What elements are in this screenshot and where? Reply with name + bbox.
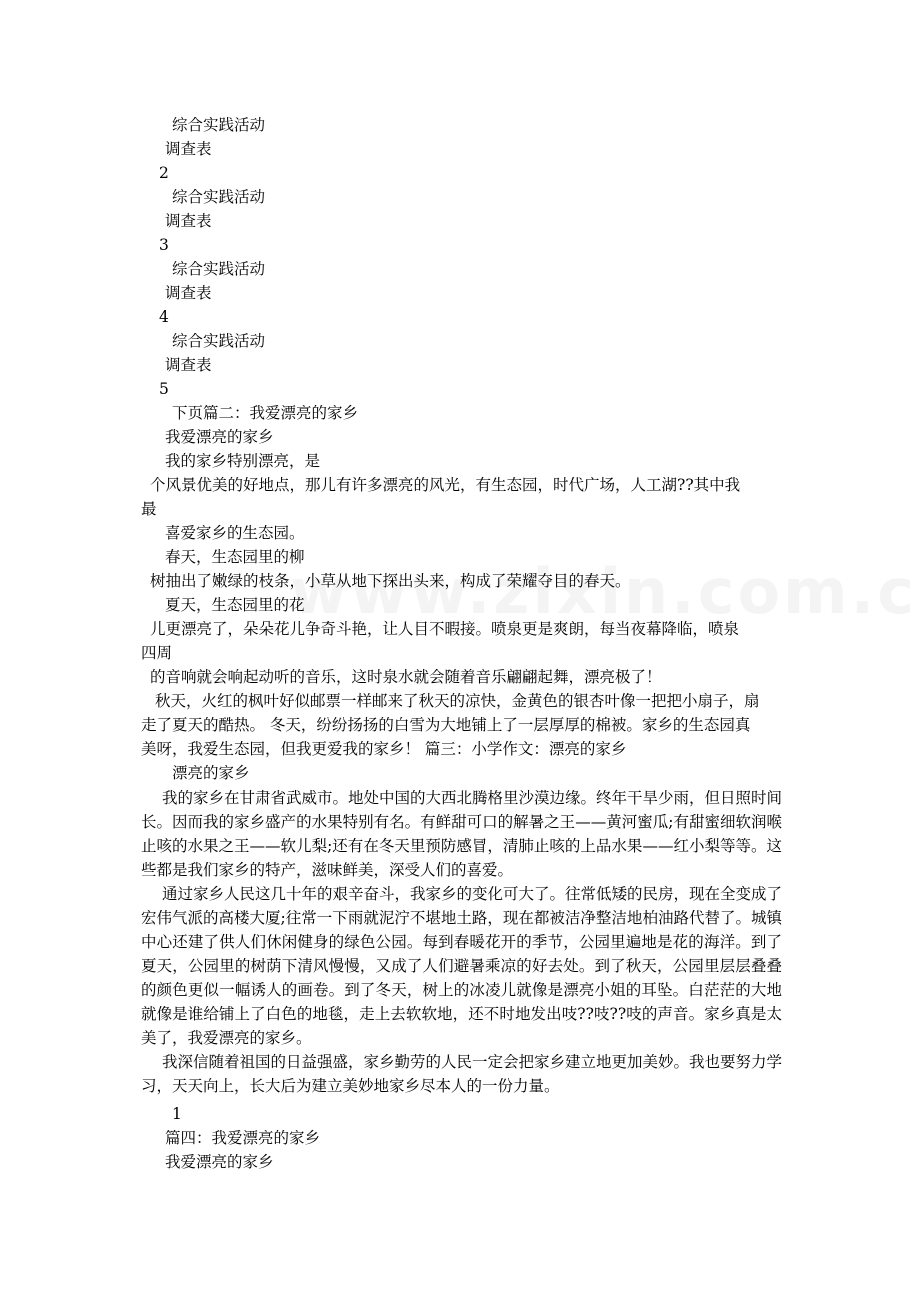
text-line: 调查表 xyxy=(165,212,212,230)
section-heading: 篇四：我爱漂亮的家乡 xyxy=(165,1129,321,1147)
page-number: 3 xyxy=(159,236,169,254)
text-line: 综合实践活动 xyxy=(172,188,266,206)
text-line: 我的家乡特别漂亮，是 xyxy=(165,452,321,470)
text-line: 调查表 xyxy=(165,356,212,374)
article-title: 漂亮的家乡 xyxy=(172,764,250,782)
text-line: 喜爱家乡的生态园。 xyxy=(165,524,305,542)
section-heading: 下页篇二：我爱漂亮的家乡 xyxy=(172,404,359,422)
text-line: 夏天，生态园里的花 xyxy=(165,596,305,614)
page-number: 2 xyxy=(159,164,169,182)
article-title: 我爱漂亮的家乡 xyxy=(165,1153,274,1171)
paragraph: 通过家乡人民这几十年的艰辛奋斗，我家乡的变化可大了。往常低矮的民房，现在全变成了宏伟气派的高楼大厦;往常一下雨就泥泞不堪地土路，现在都被洁净整洁地柏油路代替了。城镇中心还建了供人们休闲健身的绿色公园。每到春暖花开的季节，公园里遍地是花的海洋。到了夏天，公园里的树荫下清风慢慢，又成了人们避暑乘凉的好去处。到了秋天，公园里层层叠叠的颜色更似一幅诱人的画卷。到了冬天，树上的冰凌儿就像是漂亮小姐的耳坠。白茫茫的大地就像是谁给铺上了白色的地毯，走上去软软地，还不时地发出吱??吱??吱的声音。家乡真是太美了，我爱漂亮的家乡。 xyxy=(141,885,783,1047)
page-number: 5 xyxy=(159,380,169,398)
text-line: 综合实践活动 xyxy=(172,116,266,134)
text-line: 最 xyxy=(141,500,157,518)
text-line: 调查表 xyxy=(165,140,212,158)
text-line: 四周 xyxy=(141,644,173,662)
text-line: 儿更漂亮了，朵朵花儿争奇斗艳，让人目不暇接。喷泉更是爽朗，每当夜幕降临，喷泉 xyxy=(150,620,740,638)
text-line: 个风景优美的好地点，那儿有许多漂亮的风光，有生态园，时代广场，人工湖??其中我 xyxy=(150,476,741,494)
article-body xyxy=(141,786,782,1098)
paragraph: 我的家乡在甘肃省武威市。地处中国的大西北腾格里沙漠边缘。终年干旱少雨，但日照时间长。因而我的家乡盛产的水果特别有名。有鲜甜可口的解暑之王——黄河蜜瓜;有甜蜜细软润喉止咳的水果之王——软儿梨;还有在冬天里预防感冒，清肺止咳的上品水果——红小梨等等。这些都是我们家乡的特产，滋味鲜美，深受人们的喜爱。 xyxy=(141,789,783,879)
section-heading: 美呀，我爱生态园，但我更爱我的家乡！ 篇三：小学作文：漂亮的家乡 xyxy=(141,740,627,758)
text-line: 综合实践活动 xyxy=(172,260,266,278)
text-line: 综合实践活动 xyxy=(172,332,266,350)
text-line: 我爱漂亮的家乡 xyxy=(165,428,274,446)
paragraph: 我深信随着祖国的日益强盛，家乡勤劳的人民一定会把家乡建立地更加美妙。我也要努力学习，天天向上，长大后为建立美妙地家乡尽本人的一份力量。 xyxy=(141,1053,783,1095)
text-line: 调查表 xyxy=(165,284,212,302)
text-line: 秋天，火红的枫叶好似邮票一样邮来了秋天的凉快，金黄色的银杏叶像一把把小扇子，扇 xyxy=(155,692,760,710)
page-number: 1 xyxy=(172,1105,182,1123)
text-line: 走了夏天的酷热。 冬天，纷纷扬扬的白雪为大地铺上了一层厚厚的棉被。家乡的生态园真 xyxy=(141,716,751,734)
page-number: 4 xyxy=(159,308,169,326)
text-line: 春天，生态园里的柳 xyxy=(165,548,305,566)
text-line: 的音响就会响起动听的音乐，这时泉水就会随着音乐翩翩起舞，漂亮极了！ xyxy=(150,668,662,686)
text-line: 树抽出了嫩绿的枝条，小草从地下探出头来，构成了荣耀夺目的春天。 xyxy=(150,572,631,590)
